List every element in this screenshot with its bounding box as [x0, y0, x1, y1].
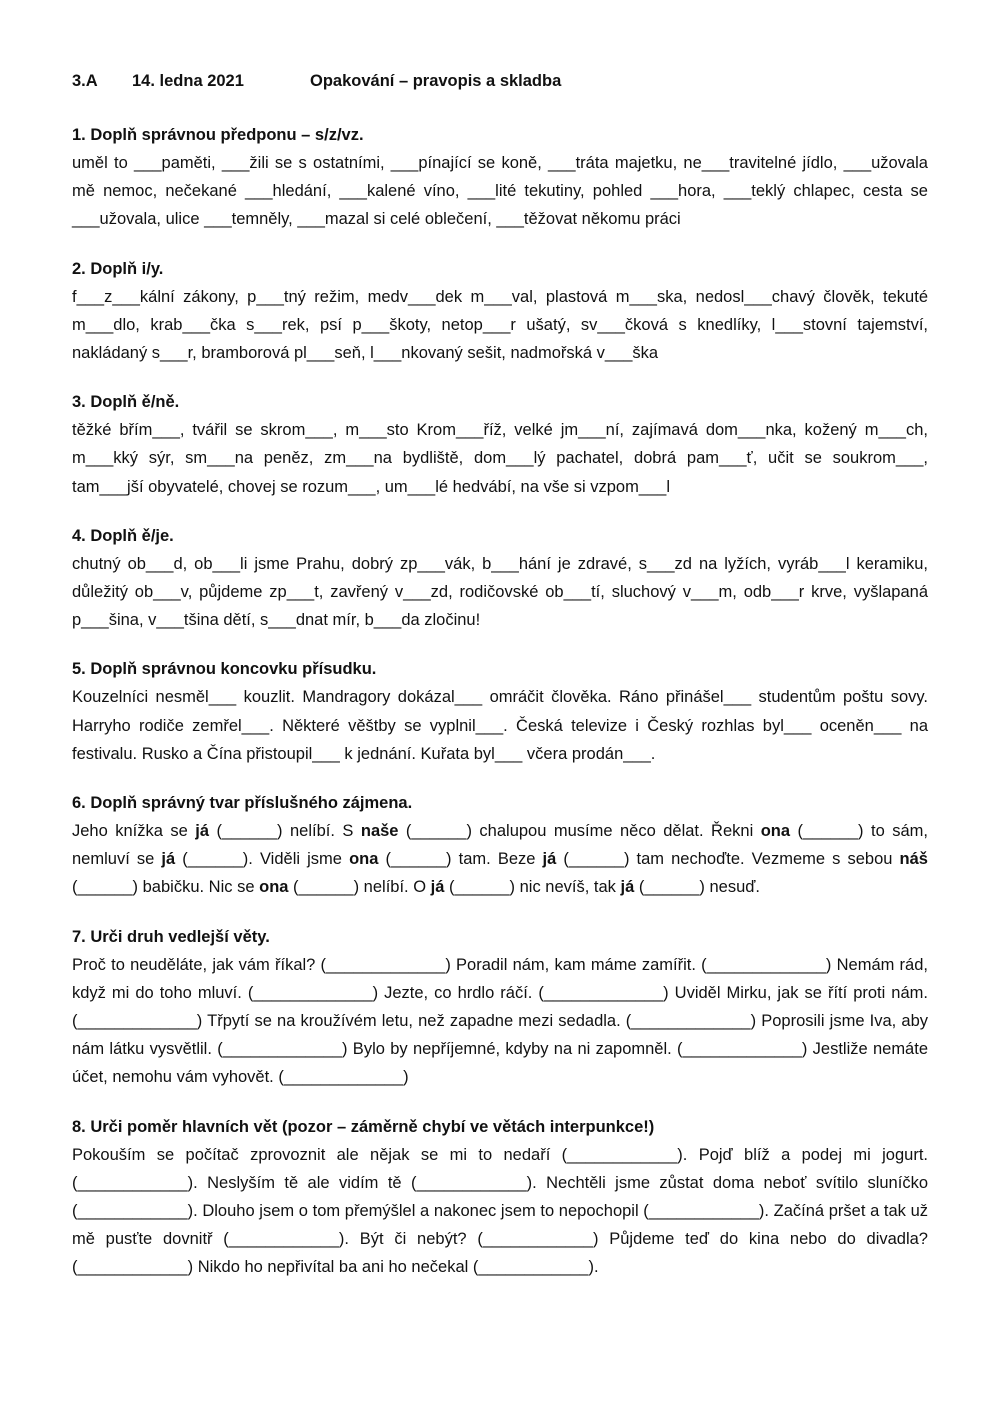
exercise-title: 2. Doplň i/y. — [72, 259, 164, 278]
exercise-5 — [72, 655, 928, 768]
exercise-6 — [72, 789, 928, 902]
exercise-8 — [72, 1113, 928, 1282]
exercise-title: 8. Urči poměr hlavních vět (pozor – záměrně chybí ve větách interpunkce!) — [72, 1117, 655, 1136]
exercise-7 — [72, 923, 928, 1092]
pronoun-word: ona — [259, 878, 289, 897]
pronoun-word: já — [161, 850, 176, 869]
exercise-title: 3. Doplň ě/ně. — [72, 393, 180, 412]
worksheet-page — [72, 72, 928, 1282]
exercise-title: 4. Doplň ě/je. — [72, 526, 174, 545]
exercise-text: Proč to neuděláte, jak vám říkal? (_____________) Poradil nám, kam máme zamířit. (_____________) Nemám rád, když mi do toho mluví. (_____________) Jezte, co hrdlo ráčí. (_____________) Uviděl Mirku, jak se řítí proti nám. (_____________) Třpytí se na kroužívém letu, než zapadne mezi sedadla. (_____________) Poprosili jsme Iva, aby nám látku vysvětlil. (_____________) Bylo by nepříjemné, kdyby na ni zapomněl. (_____________) Jestliže nemáte účet, nemohu vám vyhovět. (_____________) — [72, 955, 928, 1087]
exercise-text: chutný ob___d, ob___li jsme Prahu, dobrý zp___vák, b___hání je zdravé, s___zd na lyžích, vyráb___l keramiku, důležitý ob___v, půjdeme zp___t, zavřený v___zd, rodičovské ob___tí, sluchový v___m, odb___r krve, vyšlapaná p___šina, v___tšina dětí, s___dnat mír, b___da zločinu! — [72, 554, 928, 630]
exercise-text: uměl to ___paměti, ___žili se s ostatními, ___pínající se koně, ___tráta majetku, ne___travitelné jídlo, ___užovala mě nemoc, nečekané ___hledání, ___kalené víno, ___lité tekutiny, pohled ___hora, ___teklý chlapec, cesta se ___užovala, ulice ___temněly, ___mazal si celé oblečení, ___těžovat někomu práci — [72, 154, 928, 229]
pronoun-word: ona — [349, 850, 379, 869]
exercise-3 — [72, 388, 928, 501]
exercise-title: 1. Doplň správnou předponu – s/z/vz. — [72, 126, 364, 144]
exercise-4 — [72, 522, 928, 635]
pronoun-word: já — [430, 878, 445, 897]
exercise-text: těžké břím___, tvářil se skrom___, m___sto Krom___říž, velké jm___ní, zajímavá dom___nka, kožený m___ch, m___kký sýr, sm___na peněz, zm___na bydliště, dom___lý pachatel, dobrá pam___ť, učit se soukrom___, tam___jší obyvatelé, chovej se rozum___, um___lé hedvábí, na vše si vzpom___l — [72, 421, 928, 496]
class-label: 3.A — [72, 72, 98, 90]
exercise-2 — [72, 255, 928, 368]
exercise-title: 6. Doplň správný tvar příslušného zájmena. — [72, 794, 413, 813]
pronoun-word: ona — [760, 822, 791, 841]
pronoun-word: já — [195, 822, 210, 841]
exercise-title: 7. Urči druh vedlejší věty. — [72, 927, 270, 946]
exercise-text: Pokouším se počítač zprovoznit ale nějak se mi to nedaří (____________). Pojď blíž a podej mi jogurt. (____________). Neslyším tě ale vidím tě (____________). Nechtěli jsme zůstat doma neboť svítilo sluníčko (____________). Dlouho jsem o tom přemýšlel a nakonec jsem to nepochopil (____________). Začíná pršet a tak už mě pusťte dovnitř (____________). Být či nebýt? (____________) Půjdeme teď do kina nebo do divadla? (____________) Nikdo ho nepřivítal ba ani ho nečekal (____________). — [72, 1145, 928, 1277]
pronoun-word: náš — [899, 850, 928, 869]
exercise-text: Jeho knížka se já (______) nelíbí. S naše (______) chalupou musíme něco dělat. Řekni ona (______) to sám, nemluví se já (______). Viděli jsme ona (______) tam. Beze já (______) tam nechoďte. Vezmeme s sebou náš (______) babičku. Nic se ona (______) nelíbí. O já (______) nic nevíš, tak já (______) nesuď. — [72, 822, 928, 897]
pronoun-word: já — [620, 878, 635, 897]
worksheet-title: Opakování – pravopis a skladba — [310, 72, 562, 90]
worksheet-header — [72, 72, 928, 100]
pronoun-word: naše — [360, 822, 399, 841]
exercise-title: 5. Doplň správnou koncovku přísudku. — [72, 660, 377, 679]
exercise-text: Kouzelníci nesměl___ kouzlit. Mandragory dokázal___ omráčit člověka. Ráno přinášel___ studentům poštu sovy. Harryho rodiče zemřel___. Některé věštby se vyplnil___. Česká televize i Český rozhlas byl___ oceněn___ na festivalu. Rusko a Čína přistoupil___ k jednání. Kuřata byl___ včera prodán___. — [72, 688, 928, 763]
date-label: 14. ledna 2021 — [132, 72, 244, 90]
pronoun-word: já — [542, 850, 557, 869]
exercise-text: f___z___kální zákony, p___tný režim, medv___dek m___val, plastová m___ska, nedosl___chavý člověk, tekuté m___dlo, krab___čka s___rek, psí p___škoty, netop___r ušatý, sv___čková s knedlíky, l___stovní tajemství, nakládaný s___r, bramborová pl___seň, l___nkovaný sešit, nadmořská v___ška — [72, 287, 928, 363]
exercise-1 — [72, 121, 928, 234]
